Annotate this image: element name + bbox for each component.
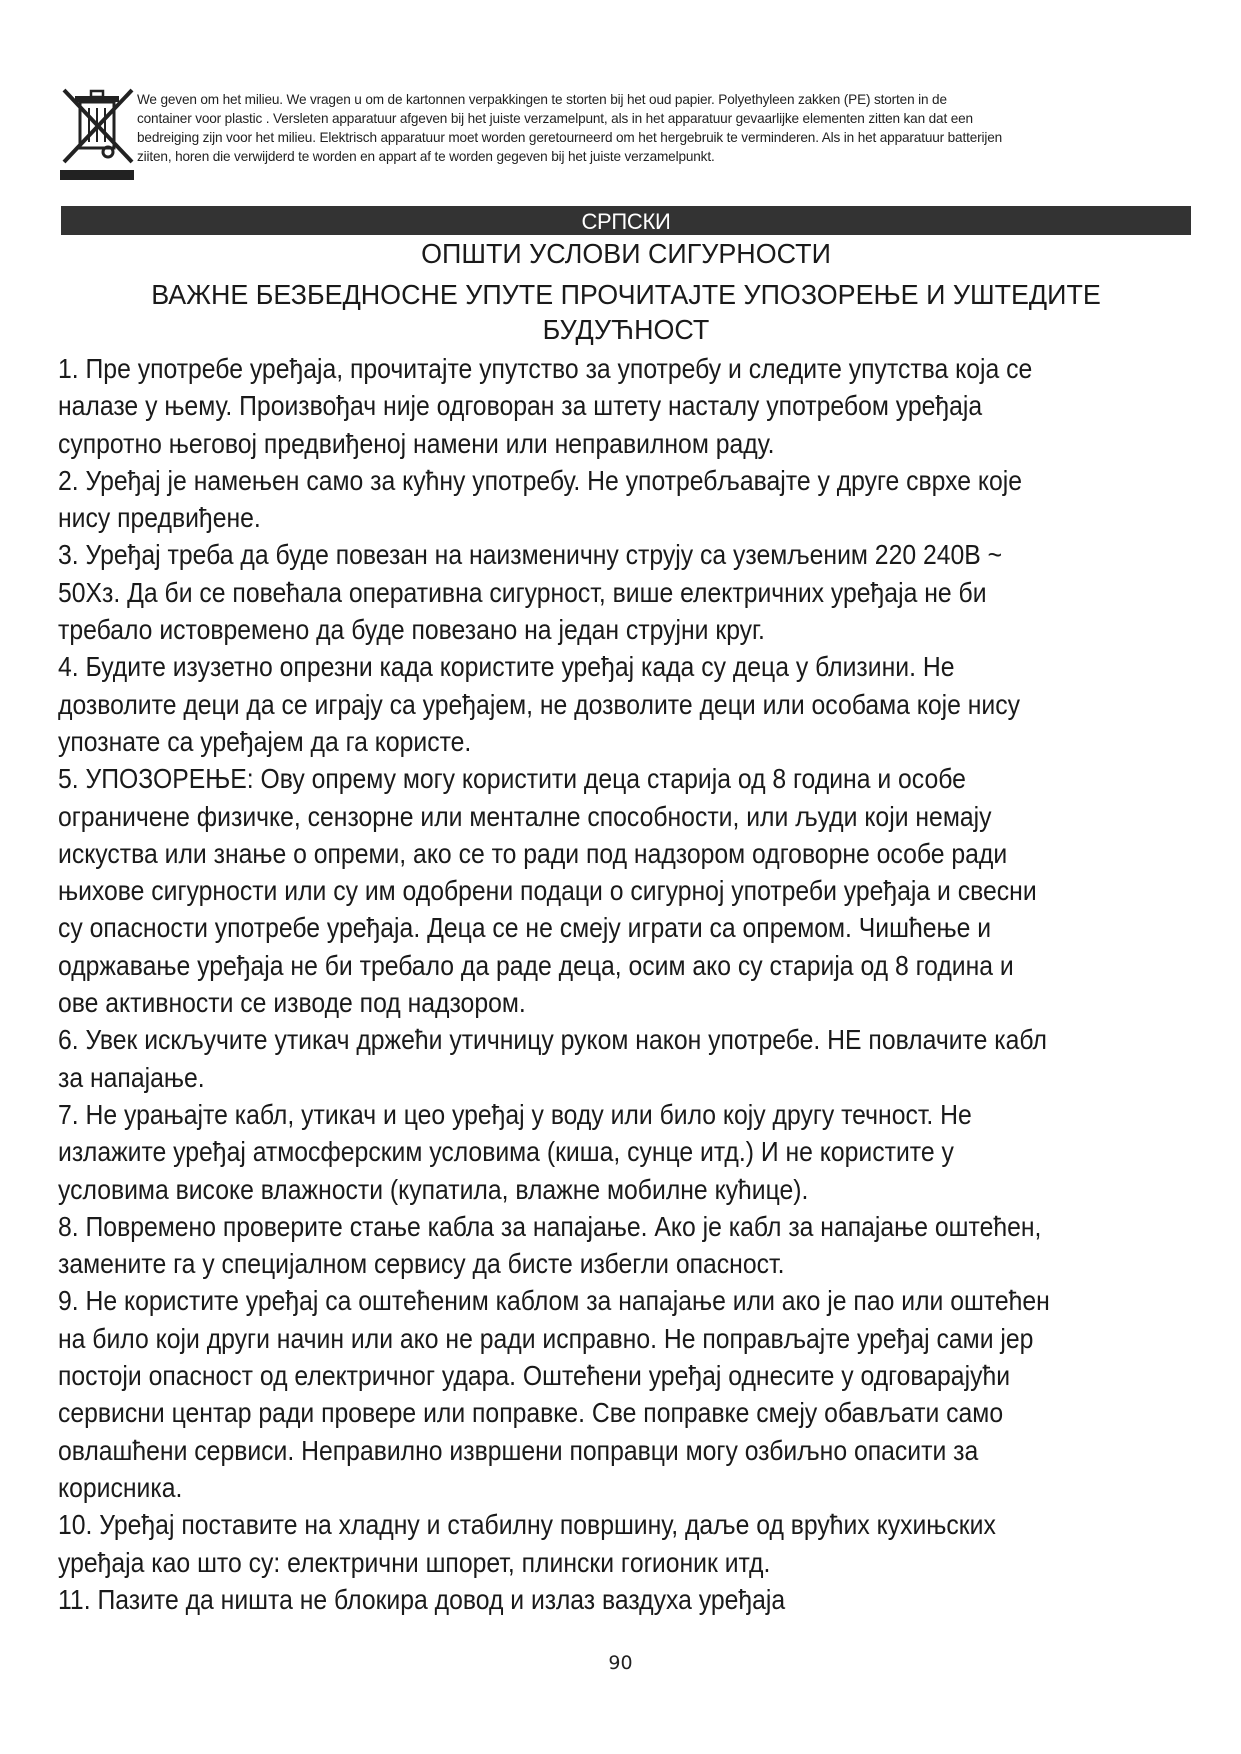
body-line: 5. УПОЗОРЕЊЕ: Ову опрему могу користити деца старија од 8 година и особе — [58, 763, 966, 795]
body-line: требало истовремено да буде повезано на један струјни круг. — [58, 614, 765, 646]
body-line: уређаја као што су: електрични шпорет, плински гorионик итд. — [58, 1546, 771, 1578]
body-line: искуства или знање о опреми, ако се то ради под надзором одговорне особе ради — [58, 837, 1008, 869]
body-line: постоји опасност од електричног удара. Оштећени уређај однесите у одговарајући — [58, 1360, 1011, 1392]
language-section-header: СРПСКИ — [61, 206, 1191, 235]
body-line: ове активности се изводе под надзором. — [58, 987, 526, 1019]
body-line: 4. Будите изузетно опрезни када користите уређај када су деца у близини. Не — [58, 651, 955, 683]
body-line: дозволите деци да се играју са уређајем, не дозволите деци или особама које нису — [58, 688, 1021, 720]
environment-notice-line: bedreiging zijn voor het milieu. Elektrisch apparatuur moet worden geretourneerd om het hergebruik te verminderen. Als in het apparatuur batterijen — [137, 130, 1003, 145]
body-line: налазе у њему. Произвођач није одговоран за штету насталу употребом уређаја — [58, 390, 983, 422]
body-line: 6. Увек искључите утикач држећи утичницу руком након употребе. НЕ повлачите кабл — [58, 1024, 1047, 1056]
body-line: замените га у специјалном сервису да бисте избегли опасност. — [58, 1248, 785, 1280]
environment-notice-line: container voor plastic . Versleten apparatuur afgeven bij het juiste verzamelpunt, als in het apparatuur gevaarlijke elementen zitten kan dat een — [137, 111, 973, 126]
body-line: сервисни центар ради провере или поправке. Све поправке смеју обављати само — [58, 1397, 1004, 1429]
body-line: корисника. — [58, 1471, 183, 1503]
body-line: 50Хз. Да би се повећала оперативна сигурност, више електричних уређаја не би — [58, 576, 987, 608]
safety-instructions — [58, 350, 1183, 1618]
section-title: ОПШТИ УСЛОВИ СИГУРНОСТИ — [421, 238, 831, 269]
environment-notice-line: We geven om het milieu. We vragen u om de kartonnen verpakkingen te storten bij het oud papier. Polyethyleen zakken (PE) storten in de — [137, 92, 947, 107]
body-line: 11. Пазите да ништа не блокира довод и излаз ваздуха уређаја — [58, 1583, 786, 1615]
weee-bin-icon — [60, 86, 138, 182]
environment-notice — [137, 90, 1177, 166]
body-line: супротно његовој предвиђеној намени или неправилном раду. — [58, 427, 775, 459]
page-number: 90 — [608, 1652, 633, 1674]
body-line: 1. Пре употребе уређаја, прочитајте упутство за употребу и следите упутства која се — [58, 353, 1033, 384]
body-line: 10. Уређај поставите на хладну и стабилну површину, даље од врућих кухињских — [58, 1509, 996, 1541]
body-line: 3. Уређај треба да буде повезан на наизменичну струју са уземљеним 220 240В ~ — [58, 539, 1003, 571]
body-line: на било који други начин или ако не ради исправно. Не поправљајте уређај сами јер — [58, 1322, 1034, 1354]
body-line: ограничене физичке, сензорне или менталне способности, или људи који немају — [58, 800, 992, 832]
body-line: 7. Не урањајте кабл, утикач и цео уређај у воду или било коју другу течност. Не — [58, 1098, 972, 1130]
body-line: условима високе влажности (купатила, влажне мобилне кућице). — [58, 1173, 809, 1205]
body-line: 9. Не користите уређај са оштећеним каблом за напајање или ако је пао или оштећен — [58, 1285, 1050, 1317]
body-line: нису предвиђене. — [58, 502, 261, 534]
body-line: упознате са уређајем да га користе. — [58, 725, 472, 757]
body-line: одржавање уређаја не би требало да раде деца, осим ако су старија од 8 година и — [58, 949, 1014, 981]
environment-notice-line: ziiten, horen die verwijderd te worden en appart af te worden gegeven bij het juiste verzamelpunkt. — [137, 149, 715, 164]
body-line: 8. Повремено проверите стање кабла за напајање. Ако је кабл за напајање оштећен, — [58, 1210, 1042, 1242]
body-line: за напајање. — [58, 1061, 205, 1093]
section-subtitle: ВАЖНЕ БЕЗБЕДНОСНЕ УПУТЕ ПРОЧИТАЈТЕ УПОЗОРЕЊЕ И УШТЕДИТЕ — [151, 279, 1101, 310]
body-line: излажите уређај атмосферским условима (киша, сунце итд.) И не користите у — [58, 1136, 954, 1168]
section-subtitle-continued: БУДУЋНОСТ — [542, 314, 710, 345]
body-line: 2. Уређај је намењен само за кућну употребу. Не употребљавајте у друге сврхе које — [58, 464, 1023, 496]
body-line: њихове сигурности или су им одобрени подаци о сигурној употреби уређаја и свесни — [58, 875, 1037, 907]
body-line: су опасности употребе уређаја. Деца се не смеју играти са опремом. Чишћење и — [58, 912, 992, 944]
body-line: овлашћени сервиси. Неправилно извршени поправци могу озбиљно опасити за — [58, 1434, 979, 1466]
